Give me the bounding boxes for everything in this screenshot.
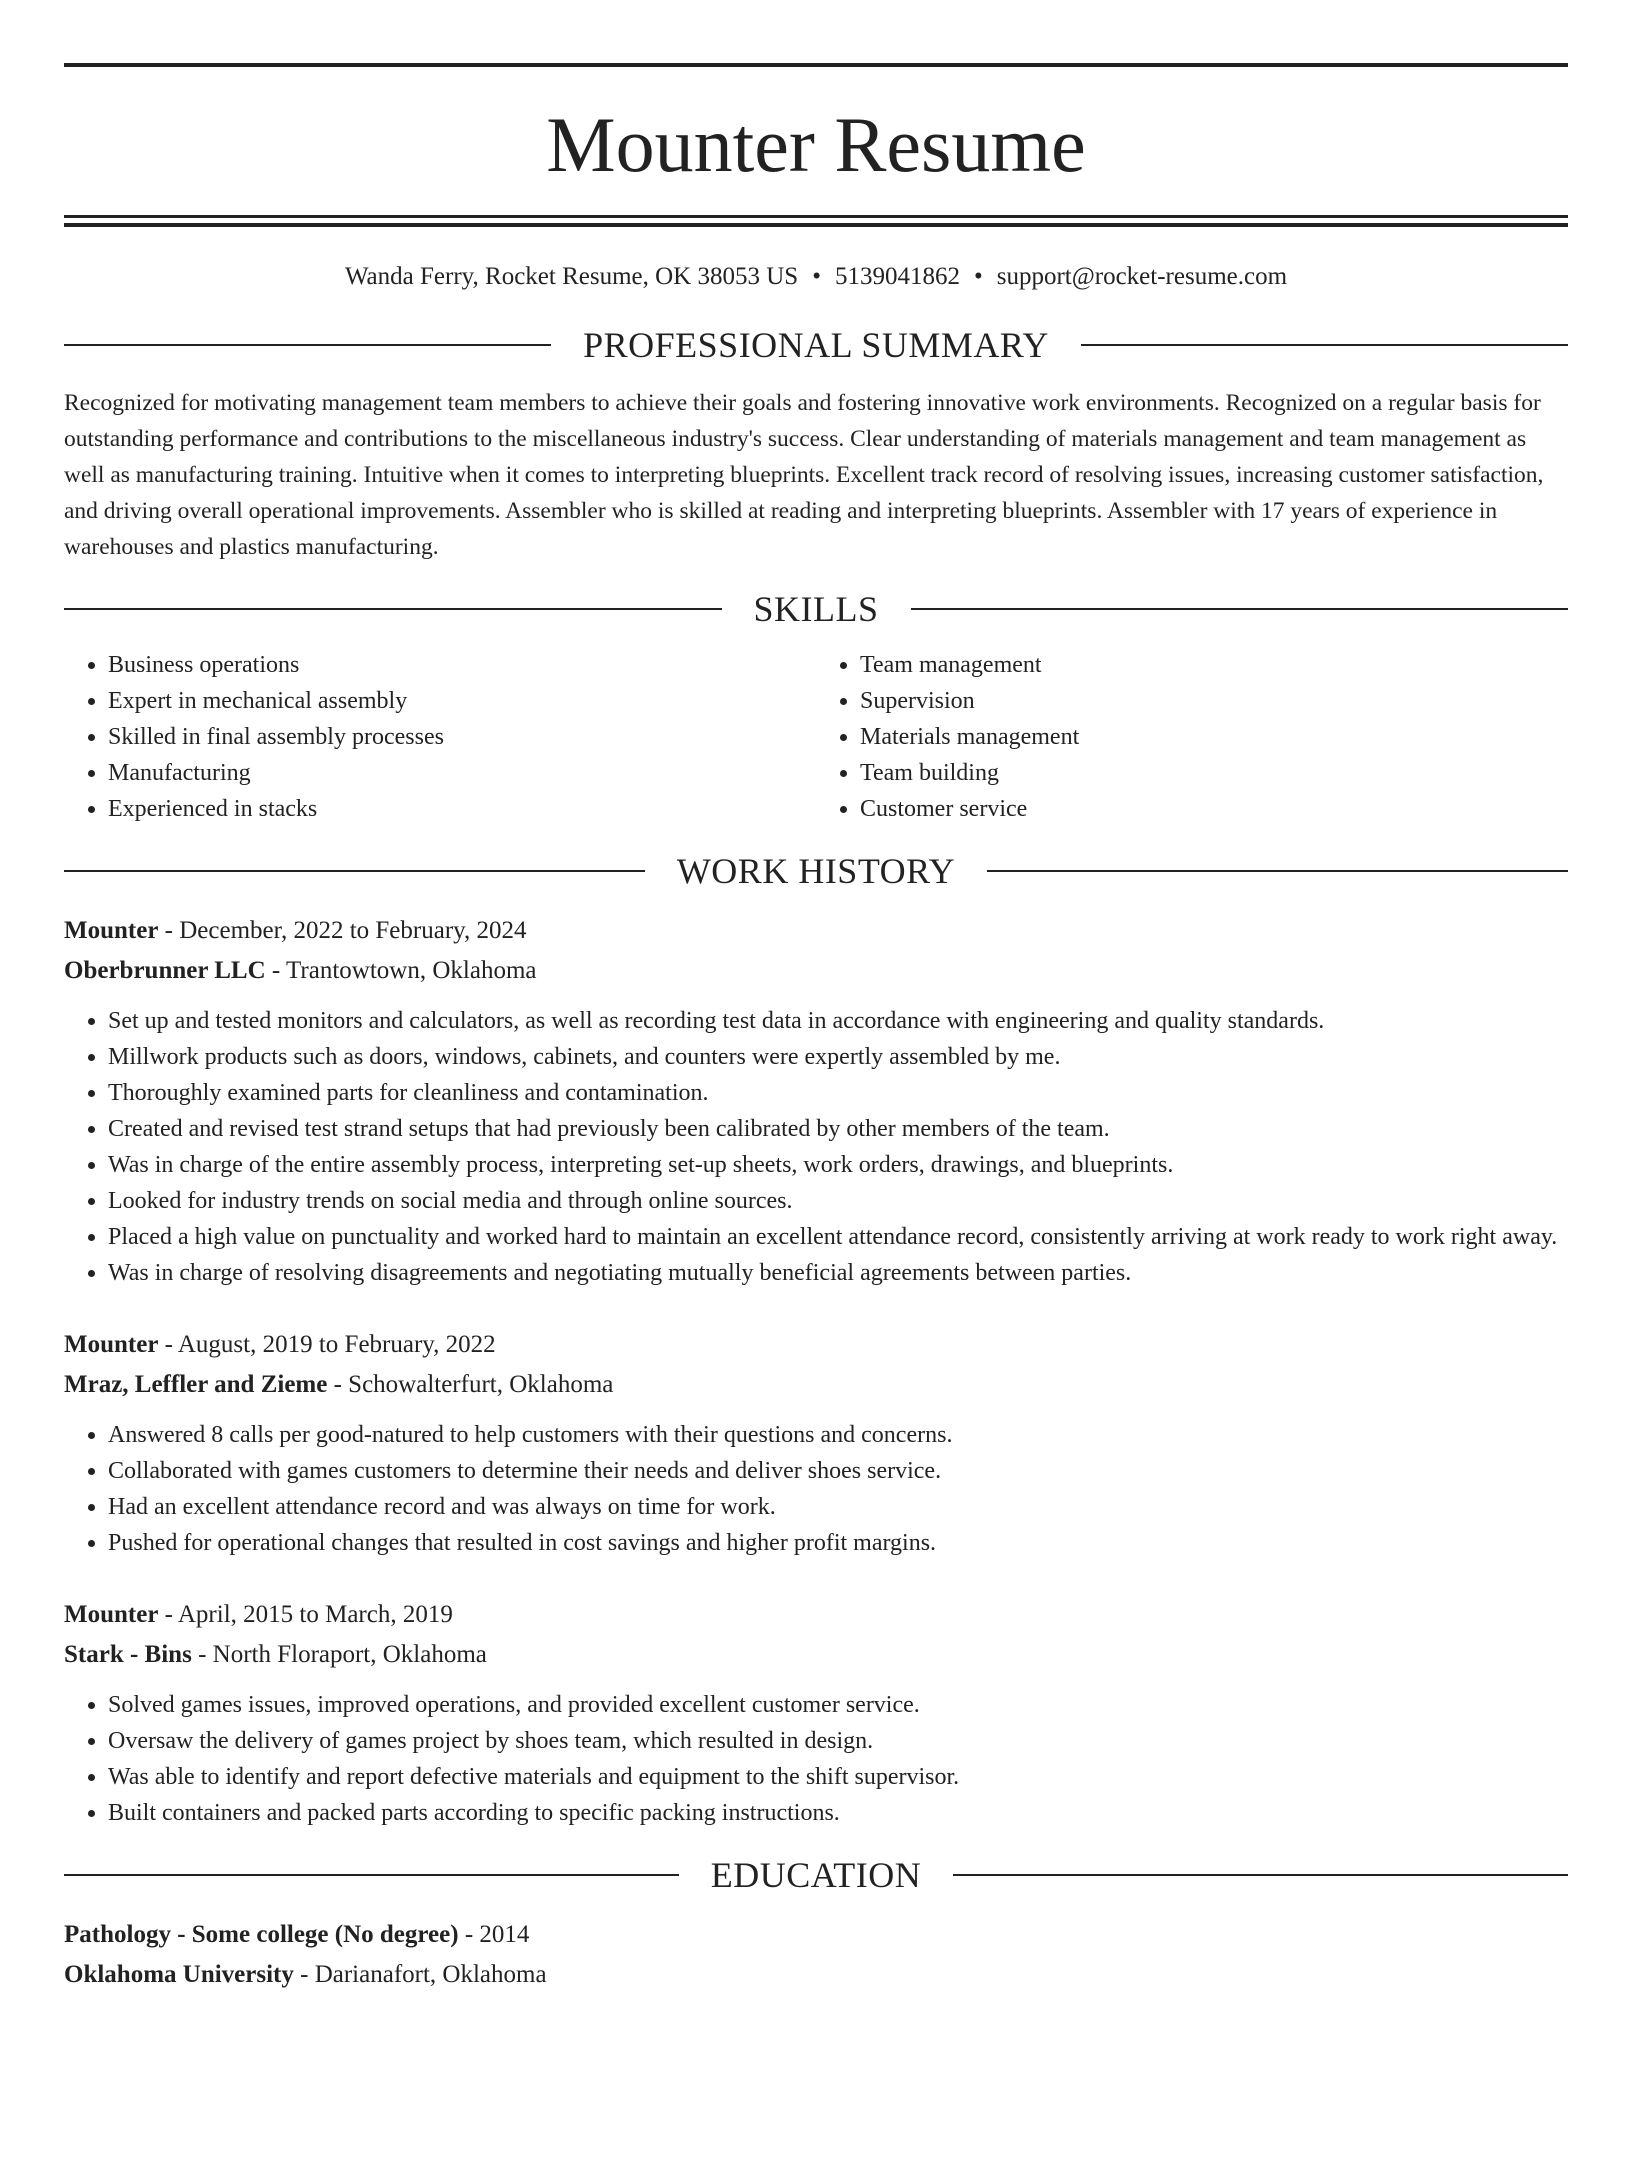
- job-bullets: [64, 1003, 1568, 1291]
- job-bullet: • Thoroughly examined parts for cleanliness and contamination.: [108, 1075, 1568, 1111]
- contact-line: [64, 261, 1568, 293]
- contact-separator: •: [812, 263, 821, 290]
- heading-rule-left: [64, 608, 722, 610]
- job-title: Mounter: [64, 1601, 159, 1628]
- job-title: Mounter: [64, 1331, 159, 1358]
- job-dates: - April, 2015 to March, 2019: [158, 1601, 453, 1628]
- job-title-line: [64, 911, 1568, 951]
- heading-rule-left: [64, 344, 551, 346]
- job-entry: [64, 1325, 1568, 1561]
- heading-rule-right: [911, 608, 1569, 610]
- heading-rule-left: [64, 870, 645, 872]
- job-bullet: • Pushed for operational changes that resulted in cost savings and higher profit margins.: [108, 1525, 1568, 1561]
- skills-column-left: [64, 647, 816, 827]
- job-title-line: [64, 1595, 1568, 1635]
- heading-rule-right: [1081, 344, 1568, 346]
- job-entry: [64, 911, 1568, 1291]
- resume-title: Mounter Resume: [546, 101, 1086, 188]
- job-bullets: [64, 1417, 1568, 1561]
- job-title-line: [64, 1325, 1568, 1365]
- contact-email: support@rocket-resume.com: [996, 263, 1288, 290]
- skill-item: • Team building: [860, 755, 1568, 791]
- skill-item: • Materials management: [860, 719, 1568, 755]
- job-entry: [64, 1595, 1568, 1831]
- skill-item: • Experienced in stacks: [108, 791, 816, 827]
- job-bullet: • Placed a high value on punctuality and worked hard to maintain an excellent attendance record, consistently arriving at work ready to work right away.: [108, 1219, 1568, 1255]
- education-heading-label: EDUCATION: [710, 1855, 922, 1895]
- contact-phone: 5139041862: [834, 263, 960, 290]
- job-bullet: • Solved games issues, improved operations, and provided excellent customer service.: [108, 1687, 1568, 1723]
- heading-rule-right: [953, 1874, 1568, 1876]
- job-bullet: • Was in charge of resolving disagreements and negotiating mutually beneficial agreements between parties.: [108, 1255, 1568, 1291]
- job-bullet: • Looked for industry trends on social media and through online sources.: [108, 1183, 1568, 1219]
- education-year: - 2014: [458, 1921, 530, 1948]
- contact-separator: •: [973, 263, 983, 290]
- job-bullet: • Created and revised test strand setups that had previously been calibrated by other members of the team.: [108, 1111, 1568, 1147]
- skill-item: • Expert in mechanical assembly: [108, 683, 816, 719]
- summary-heading-label: PROFESSIONAL SUMMARY: [583, 325, 1049, 365]
- skill-item: • Customer service: [860, 791, 1568, 827]
- job-dates: - December, 2022 to February, 2024: [158, 917, 527, 944]
- education-school-line: [64, 1955, 1568, 1995]
- education-location: - Darianafort, Oklahoma: [293, 1961, 547, 1988]
- job-bullet: • Was in charge of the entire assembly process, interpreting set-up sheets, work orders, drawings, and blueprints.: [108, 1147, 1568, 1183]
- job-bullet: • Oversaw the delivery of games project by shoes team, which resulted in design.: [108, 1723, 1568, 1759]
- job-company-line: [64, 1635, 1568, 1675]
- job-bullet: • Collaborated with games customers to determine their needs and deliver shoes service.: [108, 1453, 1568, 1489]
- skills-heading-label: SKILLS: [753, 589, 879, 629]
- job-location: - Trantowtown, Oklahoma: [265, 957, 537, 984]
- job-bullet: • Built containers and packed parts according to specific packing instructions.: [108, 1795, 1568, 1831]
- skills-column-right: [816, 647, 1568, 827]
- resume-page: [0, 63, 1632, 2175]
- job-company-line: [64, 951, 1568, 991]
- job-bullet: • Was able to identify and report defective materials and equipment to the shift supervisor.: [108, 1759, 1568, 1795]
- heading-rule-left: [64, 1874, 679, 1876]
- summary-heading: [64, 323, 1568, 367]
- job-company: Mraz, Leffler and Zieme: [64, 1371, 328, 1398]
- education-heading: [64, 1853, 1568, 1897]
- skill-item: • Manufacturing: [108, 755, 816, 791]
- job-location: - North Floraport, Oklahoma: [191, 1641, 487, 1668]
- job-bullet: • Had an excellent attendance record and was always on time for work.: [108, 1489, 1568, 1525]
- job-bullet: • Answered 8 calls per good-natured to help customers with their questions and concerns.: [108, 1417, 1568, 1453]
- skill-item: • Business operations: [108, 647, 816, 683]
- skill-item: • Team management: [860, 647, 1568, 683]
- job-title: Mounter: [64, 917, 159, 944]
- job-bullet: • Set up and tested monitors and calculators, as well as recording test data in accordance with engineering and quality standards.: [108, 1003, 1568, 1039]
- skill-item: • Skilled in final assembly processes: [108, 719, 816, 755]
- education-degree-line: [64, 1915, 1568, 1955]
- skill-item: • Supervision: [860, 683, 1568, 719]
- job-dates: - August, 2019 to February, 2022: [158, 1331, 496, 1358]
- job-company: Oberbrunner LLC: [64, 957, 266, 984]
- job-bullets: [64, 1687, 1568, 1831]
- contact-address: Wanda Ferry, Rocket Resume, OK 38053 US: [344, 263, 799, 290]
- job-bullet: • Millwork products such as doors, windows, cabinets, and counters were expertly assembled by me.: [108, 1039, 1568, 1075]
- summary-text: Recognized for motivating management team members to achieve their goals and fostering innovative work environments. Recognized on a regular basis for outstanding performance and contributions to the miscellaneous industry's success. Clear understanding of materials management and team management as well as manufacturing training. Intuitive when it comes to interpreting blueprints. Excellent track record of resolving issues, increasing customer satisfaction, and driving overall operational improvements. Assembler who is skilled at reading and interpreting blueprints. Assembler with 17 years of experience in warehouses and plastics manufacturing.: [64, 390, 1544, 560]
- top-rule: [64, 63, 1568, 67]
- skills-heading: [64, 587, 1568, 631]
- education-degree: Pathology - Some college (No degree): [64, 1921, 459, 1948]
- job-company-line: [64, 1365, 1568, 1405]
- job-location: - Schowalterfurt, Oklahoma: [327, 1371, 614, 1398]
- education-entry: [64, 1915, 1568, 1995]
- title-double-rule: [64, 215, 1568, 227]
- skills-list: [64, 647, 1568, 827]
- heading-rule-right: [987, 870, 1568, 872]
- job-company: Stark - Bins: [64, 1641, 192, 1668]
- work-heading-label: WORK HISTORY: [676, 851, 956, 891]
- education-school: Oklahoma University: [64, 1961, 294, 1988]
- work-heading: [64, 849, 1568, 893]
